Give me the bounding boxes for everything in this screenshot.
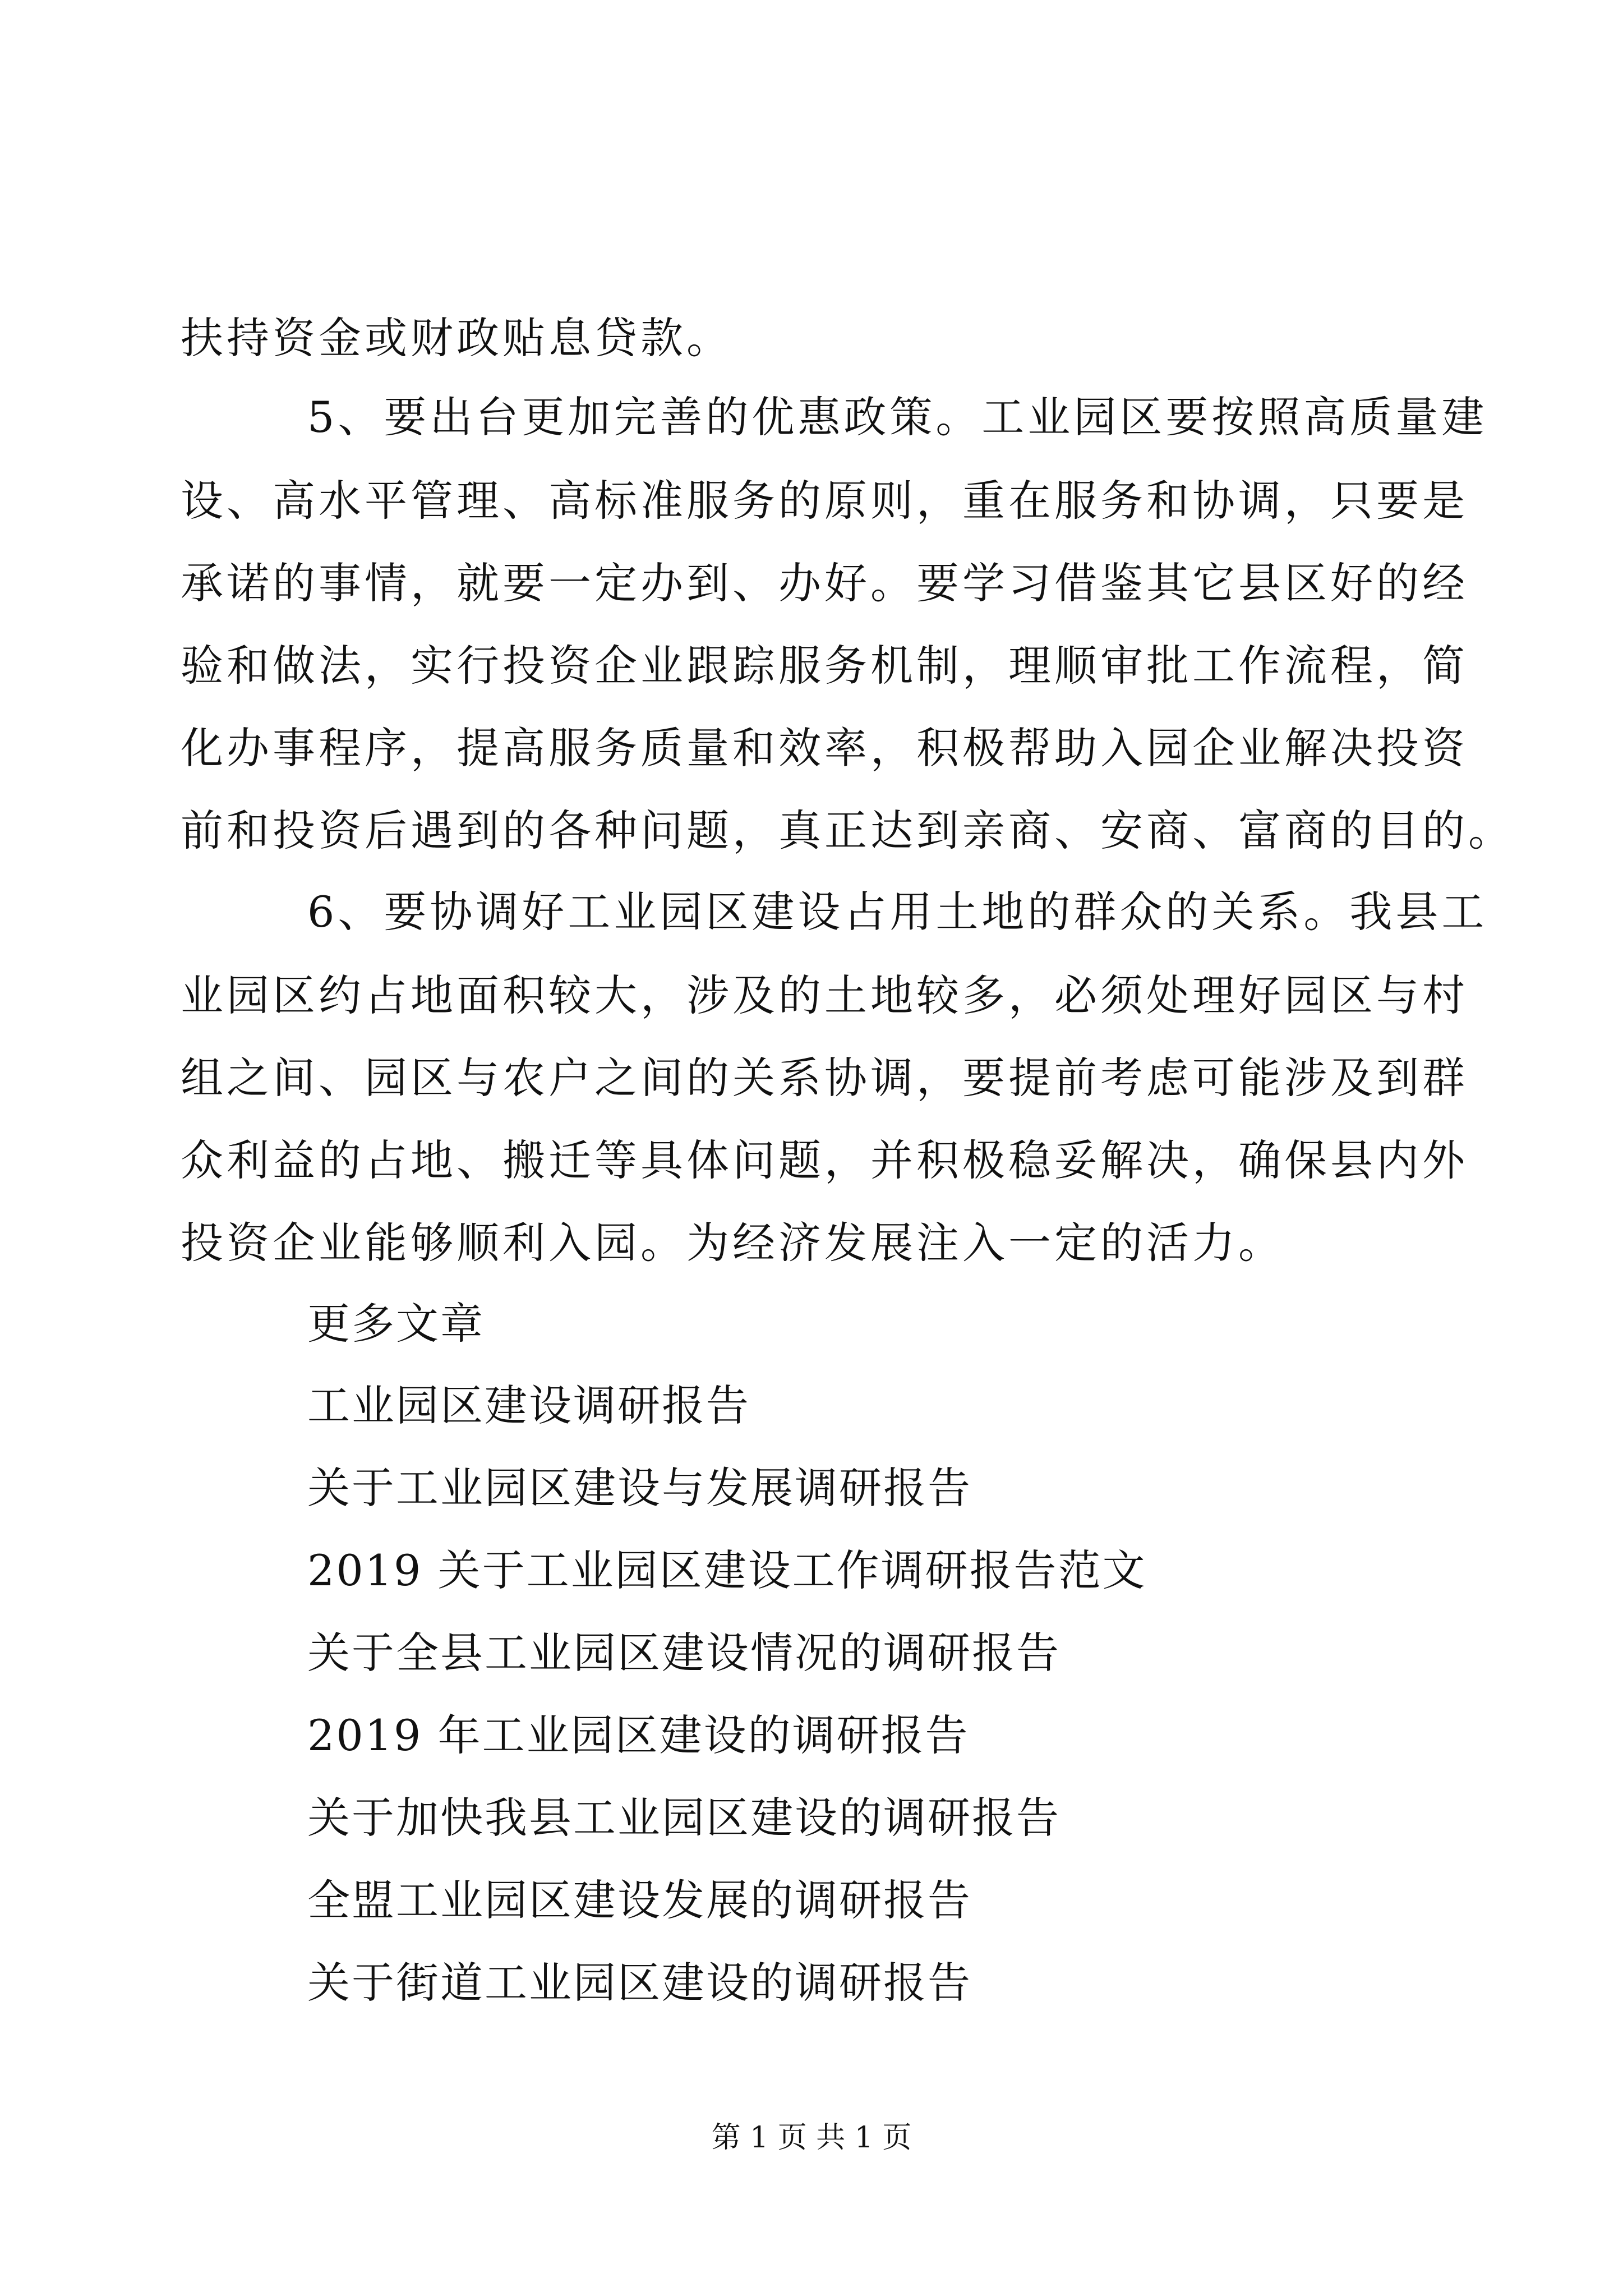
- article-link[interactable]: 关于全县工业园区建设情况的调研报告: [307, 1628, 1061, 1678]
- article-link[interactable]: 2019 关于工业园区建设工作调研报告范文: [307, 1545, 1147, 1595]
- more-articles-heading: 更多文章: [307, 1299, 485, 1349]
- paragraph-line: 业园区约占地面积较大，涉及的土地较多，必须处理好园区与村: [181, 970, 1468, 1020]
- paragraph-line: 前和投资后遇到的各种问题，真正达到亲商、安商、富商的目的。: [181, 806, 1514, 855]
- paragraph-line: 组之间、园区与农户之间的关系协调，要提前考虑可能涉及到群: [181, 1053, 1468, 1103]
- paragraph-line: 扶持资金或财政贴息贷款。: [181, 313, 732, 363]
- article-link[interactable]: 关于街道工业园区建设的调研报告: [307, 1958, 972, 2008]
- paragraph-line: 投资企业能够顺利入园。为经济发展注入一定的活力。: [181, 1218, 1284, 1268]
- article-link[interactable]: 关于工业园区建设与发展调研报告: [307, 1463, 972, 1513]
- paragraph-line: 承诺的事情，就要一定办到、办好。要学习借鉴其它县区好的经: [181, 558, 1468, 608]
- article-link[interactable]: 工业园区建设调研报告: [307, 1381, 750, 1430]
- paragraph-line: 设、高水平管理、高标准服务的原则，重在服务和协调，只要是: [181, 476, 1468, 526]
- article-link[interactable]: 关于加快我县工业园区建设的调研报告: [307, 1793, 1061, 1843]
- paragraph-line: 验和做法，实行投资企业跟踪服务机制，理顺审批工作流程，简: [181, 641, 1468, 691]
- paragraph-line: 6、要协调好工业园区建设占用土地的群众的关系。我县工: [307, 887, 1488, 937]
- page-footer: 第 1 页 共 1 页: [711, 2121, 912, 2155]
- paragraph-line: 5、要出台更加完善的优惠政策。工业园区要按照高质量建: [307, 392, 1488, 442]
- article-link[interactable]: 2019 年工业园区建设的调研报告: [307, 1710, 970, 1760]
- paragraph-line: 化办事程序，提高服务质量和效率，积极帮助入园企业解决投资: [181, 723, 1468, 773]
- article-link[interactable]: 全盟工业园区建设发展的调研报告: [307, 1875, 972, 1925]
- paragraph-line: 众利益的占地、搬迁等具体问题，并积极稳妥解决，确保县内外: [181, 1135, 1468, 1185]
